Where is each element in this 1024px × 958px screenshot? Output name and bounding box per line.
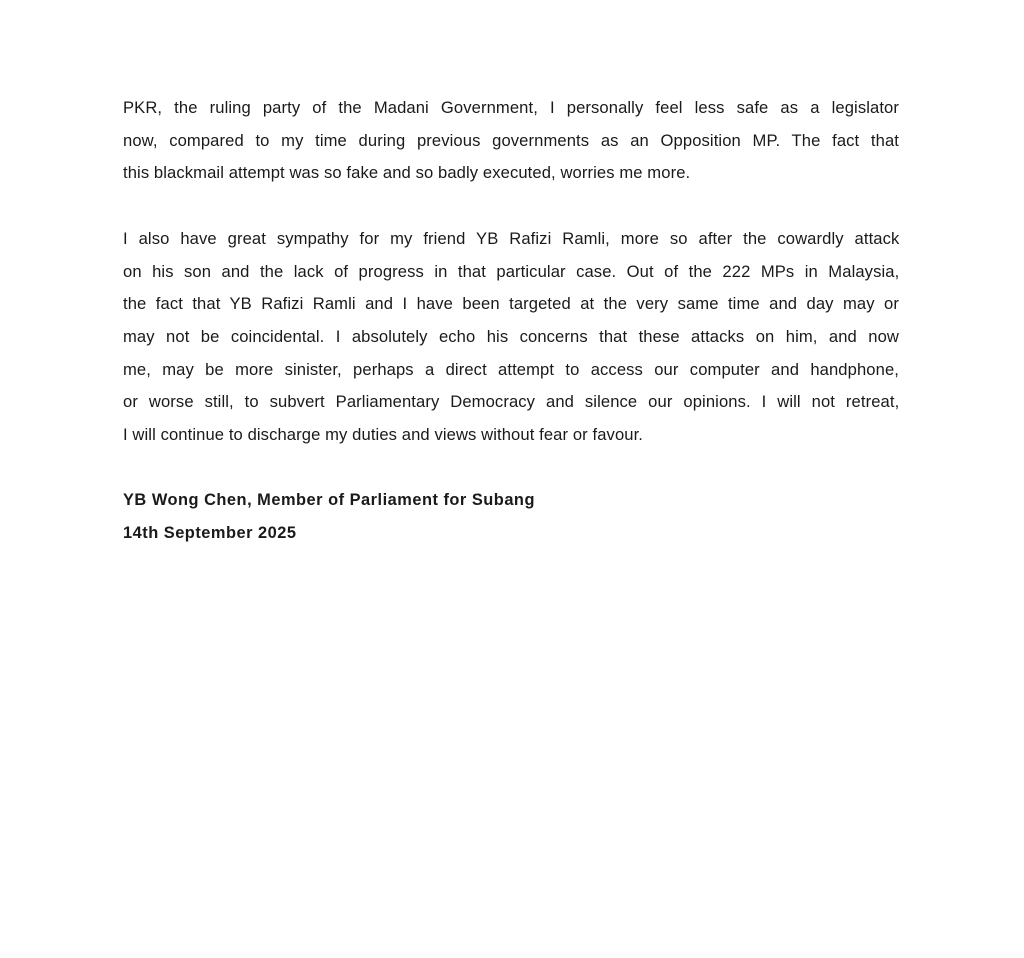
- signature-name: YB Wong Chen, Member of Parliament for Subang: [123, 491, 535, 509]
- paragraph-sympathy: [123, 223, 899, 452]
- text-line: on his son and the lack of progress in that particular case. Out of the 222 MPs in Malaysia,: [123, 261, 900, 281]
- text-line: now, compared to my time during previous governments as an Opposition MP. The fact that: [123, 130, 899, 150]
- paragraph-safety-concern: [123, 92, 899, 190]
- text-line: PKR, the ruling party of the Madani Government, I personally feel less safe as a legislator: [123, 98, 899, 117]
- text-line: I also have great sympathy for my friend YB Rafizi Ramli, more so after the cowardly attack: [123, 229, 900, 248]
- text-line: this blackmail attempt was so fake and so badly executed, worries me more.: [123, 163, 691, 183]
- text-line: the fact that YB Rafizi Ramli and I have been targeted at the very same time and day may or: [123, 294, 899, 314]
- signature-date: 14th September 2025: [123, 523, 297, 542]
- text-line: me, may be more sinister, perhaps a direct attempt to access our computer and handphone,: [123, 359, 899, 379]
- text-line: may not be coincidental. I absolutely echo his concerns that these attacks on him, and now: [123, 327, 899, 347]
- text-line: I will continue to discharge my duties and views without fear or favour.: [123, 425, 644, 445]
- text-line: or worse still, to subvert Parliamentary Democracy and silence our opinions. I will not retreat,: [123, 392, 900, 412]
- signature-block: [123, 484, 535, 549]
